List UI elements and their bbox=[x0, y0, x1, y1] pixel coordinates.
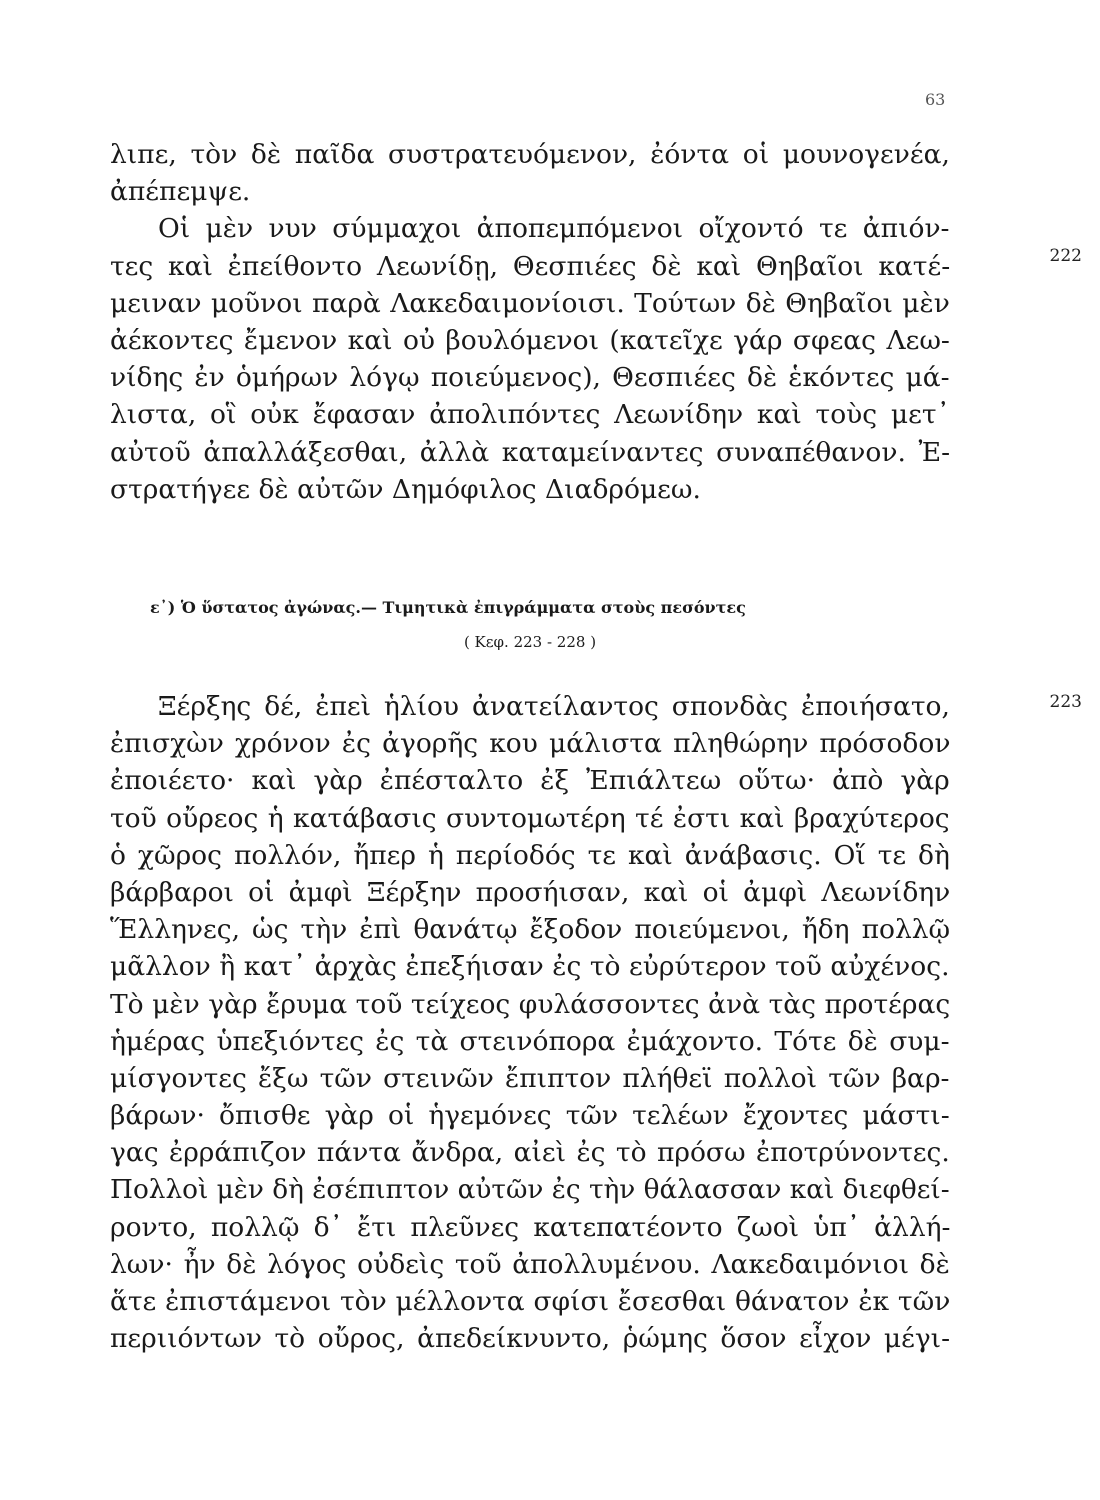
text-line: ἐποιέετο· καὶ γὰρ ἐπέσταλτο ἐξ Ἐπιάλτεω οὕτω· ἀπὸ γὰρ bbox=[110, 765, 950, 797]
text-line: μειναν μοῦνοι παρὰ Λακεδαιμονίοισι. Τούτων δὲ Θηβαῖοι μὲν bbox=[110, 287, 950, 319]
text-line: τοῦ οὔρεος ἡ κατάβασις συντομωτέρη τέ ἐστι καὶ βραχύτερος bbox=[110, 802, 950, 834]
text-line: ἡμέρας ὑπεξιόντες ἐς τὰ στεινόπορα ἐμάχοντο. Τότε δὲ συμ- bbox=[110, 1025, 950, 1057]
text-line: λιστα, οἳ οὐκ ἔφασαν ἀπολιπόντες Λεωνίδην καὶ τοὺς μετ᾽ bbox=[110, 399, 950, 431]
margin-chapter-number: 223 bbox=[1049, 692, 1082, 712]
text-line: ὁ χῶρος πολλόν, ἤπερ ἡ περίοδός τε καὶ ἀνάβασις. Οἵ τε δὴ bbox=[110, 839, 950, 871]
text-line: ἀπέπεμψε. bbox=[110, 176, 251, 208]
text-line: περιιόντων τὸ οὔρος, ἀπεδείκνυντο, ῥώμης ὅσον εἶχον μέγι- bbox=[110, 1323, 951, 1355]
page-number: 63 bbox=[925, 90, 946, 109]
text-line: ροντο, πολλῷ δ᾽ ἔτι πλεῦνες κατεπατέοντο ζωοὶ ὑπ᾽ ἀλλή- bbox=[110, 1211, 951, 1243]
text-line: μᾶλλον ἢ κατ᾽ ἀρχὰς ἐπεξήισαν ἐς τὸ εὐρύτερον τοῦ αὐχένος. bbox=[110, 951, 950, 983]
text-line: ἀέκοντες ἔμενον καὶ οὐ βουλόμενοι (κατεῖχε γάρ σφεας Λεω- bbox=[110, 324, 950, 356]
text-line: βάρβαροι οἱ ἀμφὶ Ξέρξην προσήισαν, καὶ οἱ ἀμφὶ Λεωνίδην bbox=[110, 876, 951, 908]
text-line: Οἱ μὲν νυν σύμμαχοι ἀποπεμπόμενοι οἴχοντό τε ἀπιόν- bbox=[158, 213, 950, 245]
text-line: ἐπισχὼν χρόνον ἐς ἀγορῆς κου μάλιστα πληθώρην πρόσοδον bbox=[110, 728, 951, 760]
text-block-2 bbox=[110, 688, 950, 1357]
text-line: στρατήγεε δὲ αὐτῶν Δημόφιλος Διαδρόμεω. bbox=[110, 473, 701, 505]
text-line: νίδης ἐν ὁμήρων λόγῳ ποιεύμενος), Θεσπιέες δὲ ἑκόντες μά- bbox=[110, 362, 950, 394]
text-line: βάρων· ὄπισθε γὰρ οἱ ἡγεμόνες τῶν τελέων ἔχοντες μάστι- bbox=[110, 1100, 950, 1132]
text-line: λιπε, τὸν δὲ παῖδα συστρατευόμενον, ἐόντα οἱ μουνογενέα, bbox=[110, 139, 950, 170]
text-line: τες καὶ ἐπείθοντο Λεωνίδῃ, Θεσπιέες δὲ καὶ Θηβαῖοι κατέ- bbox=[110, 250, 951, 282]
text-line: Πολλοὶ μὲν δὴ ἐσέπιπτον αὐτῶν ἐς τὴν θάλασσαν καὶ διεφθεί- bbox=[110, 1174, 950, 1206]
text-line: Τὸ μὲν γὰρ ἔρυμα τοῦ τείχεος φυλάσσοντες ἀνὰ τὰς προτέρας bbox=[110, 988, 951, 1020]
section-subtitle: ( Κεφ. 223 - 228 ) bbox=[463, 633, 597, 651]
text-line: λων· ἦν δὲ λόγος οὐδεὶς τοῦ ἀπολλυμένου. Λακεδαιμόνιοι δὲ bbox=[110, 1248, 950, 1280]
text-line: Ἕλληνες, ὡς τὴν ἐπὶ θανάτῳ ἔξοδον ποιεύμενοι, ἤδη πολλῷ bbox=[110, 914, 951, 946]
text-line: γας ἐρράπιζον πάντα ἄνδρα, αἰεὶ ἐς τὸ πρόσω ἐποτρύνοντες. bbox=[110, 1137, 950, 1169]
text-line: αὐτοῦ ἀπαλλάξεσθαι, ἀλλὰ καταμείναντες συναπέθανον. Ἐ- bbox=[110, 436, 951, 468]
text-line: Ξέρξης δέ, ἐπεὶ ἡλίου ἀνατείλαντος σπονδὰς ἐποιήσατο, bbox=[158, 691, 950, 722]
text-line: ἅτε ἐπιστάμενοι τὸν μέλλοντα σφίσι ἔσεσθαι θάνατον ἐκ τῶν bbox=[110, 1286, 951, 1317]
section-heading bbox=[110, 598, 950, 651]
section-title: ε᾽) Ὁ ὕστατος ἀγώνας.— Τιμητικὰ ἐπιγράμματα στοὺς πεσόντες bbox=[150, 598, 746, 617]
margin-chapter-number: 222 bbox=[1049, 246, 1082, 266]
text-block-1 bbox=[110, 136, 950, 508]
text-line: μίσγοντες ἔξω τῶν στεινῶν ἔπιπτον πλήθεϊ πολλοὶ τῶν βαρ- bbox=[110, 1062, 950, 1094]
